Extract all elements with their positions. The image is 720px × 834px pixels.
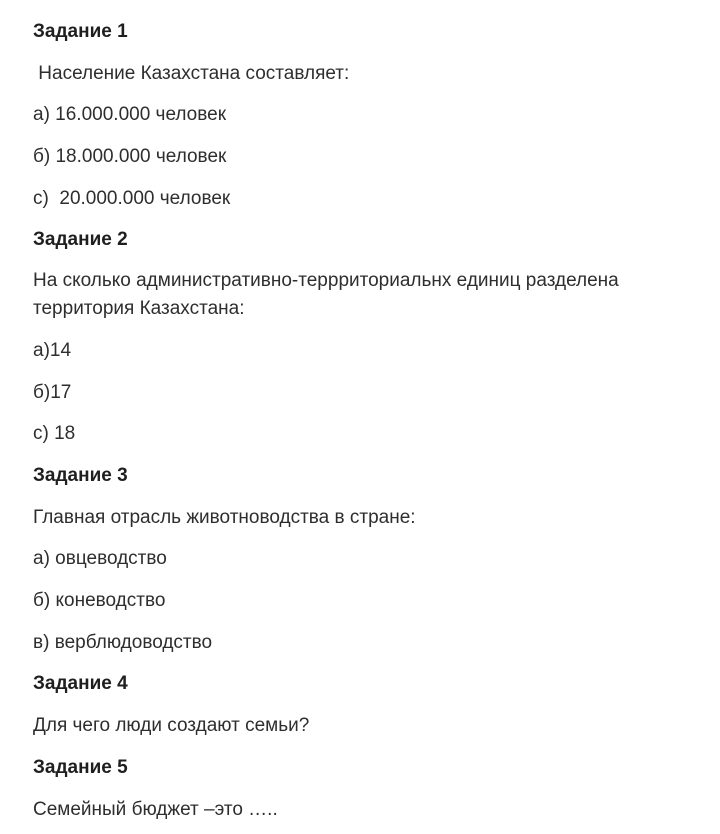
task-3-title: Задание 3 [33, 465, 128, 486]
task-4-question: Для чего люди создают семьи? [33, 715, 310, 736]
task-1-question: Население Казахстана составляет: [33, 63, 350, 84]
task-4-title: Задание 4 [33, 673, 128, 694]
task-3-option-c: в) верблюдоводство [33, 632, 213, 653]
task-5-question: Семейный бюджет –это ….. [33, 799, 278, 820]
task-3-option-a: а) овцеводство [33, 548, 167, 569]
task-2-title: Задание 2 [33, 229, 128, 250]
task-5-title: Задание 5 [33, 757, 128, 778]
task-3-question: Главная отрасль животноводства в стране: [33, 507, 416, 528]
task-1-option-b: б) 18.000.000 человек [33, 146, 227, 167]
task-2-option-a: а)14 [33, 340, 72, 361]
task-2-question: На сколько административно-террриториальнх единиц разделена территория Казахстана: [33, 270, 619, 319]
task-2-option-b: б)17 [33, 382, 72, 403]
task-1-option-a: а) 16.000.000 человек [33, 104, 227, 125]
task-2-option-c: с) 18 [33, 423, 76, 444]
task-3-option-b: б) коневодство [33, 590, 166, 611]
task-1-option-c: с) 20.000.000 человек [33, 188, 231, 209]
task-1-title: Задание 1 [33, 21, 128, 42]
